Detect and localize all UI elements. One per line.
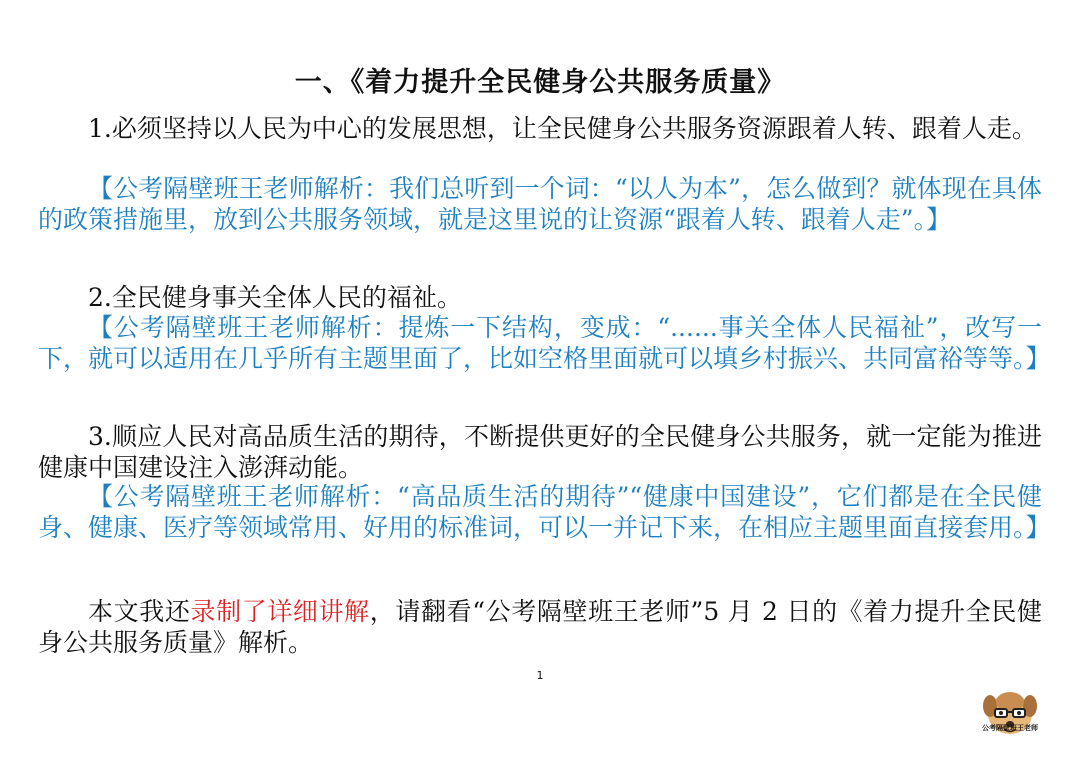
- analysis-3: 【公考隔壁班王老师解析：“高品质生活的期待”“健康中国建设”，它们都是在全民健身、健康、医疗等领域常用、好用的标准词，可以一并记下来，在相应主题里面直接套用。】: [38, 482, 1051, 542]
- page-number: 1: [536, 669, 544, 682]
- logo-caption: 公考隔壁班王老师: [982, 724, 1038, 732]
- analysis-1: 【公考隔壁班王老师解析：我们总听到一个词：“以人为本”，怎么做到？就体现在具体的政策措施里，放到公共服务领域，就是这里说的让资源“跟着人转、跟着人走”。】: [38, 174, 1042, 234]
- analysis-2: 【公考隔壁班王老师解析：提炼一下结构，变成：“......事关全体人民福祉”，改写一下，就可以适用在几乎所有主题里面了，比如空格里面就可以填乡村振兴、共同富裕等等。】: [38, 313, 1051, 373]
- closing-paragraph: [38, 596, 1042, 658]
- page-title: 一、《着力提升全民健身公共服务质量》: [294, 67, 786, 98]
- point-2: 2.全民健身事关全体人民的福祉。: [88, 283, 462, 312]
- point-3: 3.顺应人民对高品质生活的期待，不断提供更好的全民健身公共服务，就一定能为推进健康中国建设注入澎湃动能。: [38, 422, 1042, 482]
- closing-text-after: ，请翻看“公考隔壁班王老师”5 月 2 日的《着力提升全民健身公共服务质量》解析。: [38, 597, 1042, 657]
- point-1: 1.必须坚持以人民为中心的发展思想，让全民健身公共服务资源跟着人转、跟着人走。: [88, 114, 1037, 143]
- closing-text-before: 本文我还: [88, 597, 191, 626]
- closing-highlight: 录制了详细讲解: [190, 597, 370, 626]
